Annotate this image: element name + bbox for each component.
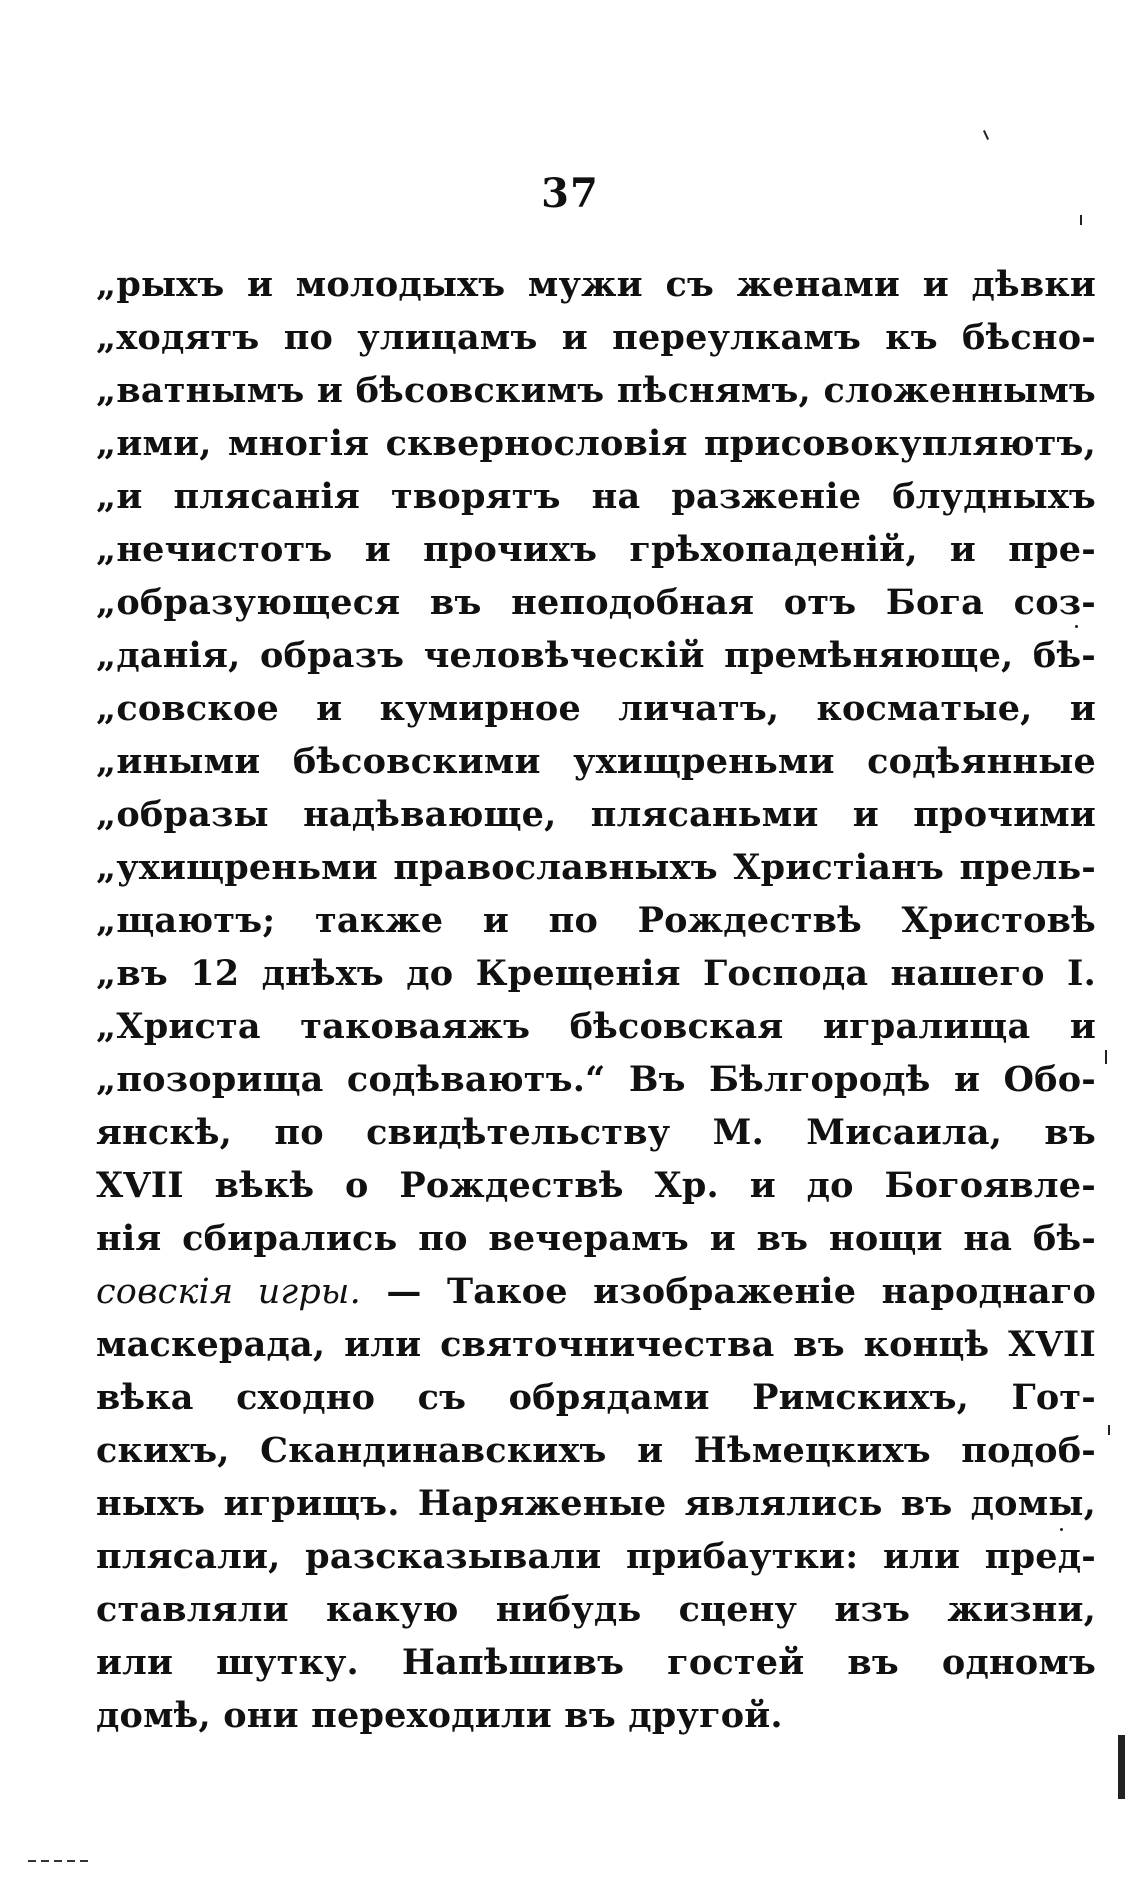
text-line: „и плясанія творятъ на разженіе блудныхъ — [96, 476, 1096, 517]
scan-speck — [1075, 625, 1078, 628]
scan-speck — [1108, 1425, 1110, 1435]
text-line: XVII вѣкѣ о Рождествѣ Хр. и до Богоявле- — [96, 1165, 1096, 1206]
scan-dash-mark — [28, 1860, 90, 1862]
text-line: „образующеся въ неподобная отъ Бога соз- — [96, 582, 1096, 623]
text-line: „въ 12 днѣхъ до Крещенія Господа нашего І. — [96, 953, 1096, 994]
scan-speck — [983, 130, 989, 140]
italic-phrase: совскія игры. — [96, 1272, 361, 1312]
text-line: ныхъ игрищъ. Наряженые являлись въ домы, — [96, 1483, 1096, 1524]
body-text — [96, 258, 1096, 1742]
text-line-last: домѣ, они переходили въ другой. — [96, 1695, 783, 1736]
text-line: „совское и кумирное личатъ, косматые, и — [96, 688, 1096, 729]
page-edge-mark — [1118, 1735, 1125, 1799]
text-line: вѣка сходно съ обрядами Римскихъ, Гот- — [96, 1377, 1096, 1418]
text-line: маскерада, или святочничества въ концѣ XVII — [96, 1324, 1096, 1365]
text-line: нія сбирались по вечерамъ и въ нощи на бѣ- — [96, 1218, 1096, 1259]
text-line: „данія, образъ человѣческій премѣняюще, бѣ- — [96, 635, 1096, 676]
text-line: „ватнымъ и бѣсовскимъ пѣснямъ, сложеннымъ — [96, 370, 1096, 411]
text-segment: — Такое изображеніе народнаго — [360, 1271, 1096, 1312]
scan-speck — [1105, 1050, 1107, 1064]
text-line: янскѣ, по свидѣтельству М. Мисаила, въ — [96, 1112, 1096, 1153]
text-line: „ими, многія сквернословія присовокупляютъ, — [96, 423, 1096, 464]
text-line: „ухищреньми православныхъ Христіанъ прель- — [96, 847, 1096, 888]
text-line: „рыхъ и молодыхъ мужи съ женами и дѣвки — [96, 264, 1096, 305]
text-line: „ходятъ по улицамъ и переулкамъ къ бѣсно- — [96, 317, 1096, 358]
text-line: „Христа таковаяжъ бѣсовская игралища и — [96, 1006, 1096, 1047]
text-line: „нечистотъ и прочихъ грѣхопаденій, и пре- — [96, 529, 1096, 570]
page-number: 37 — [541, 170, 599, 217]
text-line: „щаютъ; также и по Рождествѣ Христовѣ — [96, 900, 1096, 941]
text-line: плясали, разсказывали прибаутки: или пред- — [96, 1536, 1096, 1577]
text-line: „образы надѣвающе, плясаньми и прочими — [96, 794, 1096, 835]
text-line: ставляли какую нибудь сцену изъ жизни, — [96, 1589, 1096, 1630]
text-line-with-italic — [96, 1265, 1096, 1318]
text-line: скихъ, Скандинавскихъ и Нѣмецкихъ подоб- — [96, 1430, 1096, 1471]
scan-speck — [1060, 1528, 1063, 1531]
text-line: „позорища содѣваютъ.“ Въ Бѣлгородѣ и Обо- — [96, 1059, 1096, 1100]
text-line: „иными бѣсовскими ухищреньми содѣянные — [96, 741, 1096, 782]
text-line: или шутку. Напѣшивъ гостей въ одномъ — [96, 1642, 1096, 1683]
scan-speck — [1080, 215, 1082, 225]
